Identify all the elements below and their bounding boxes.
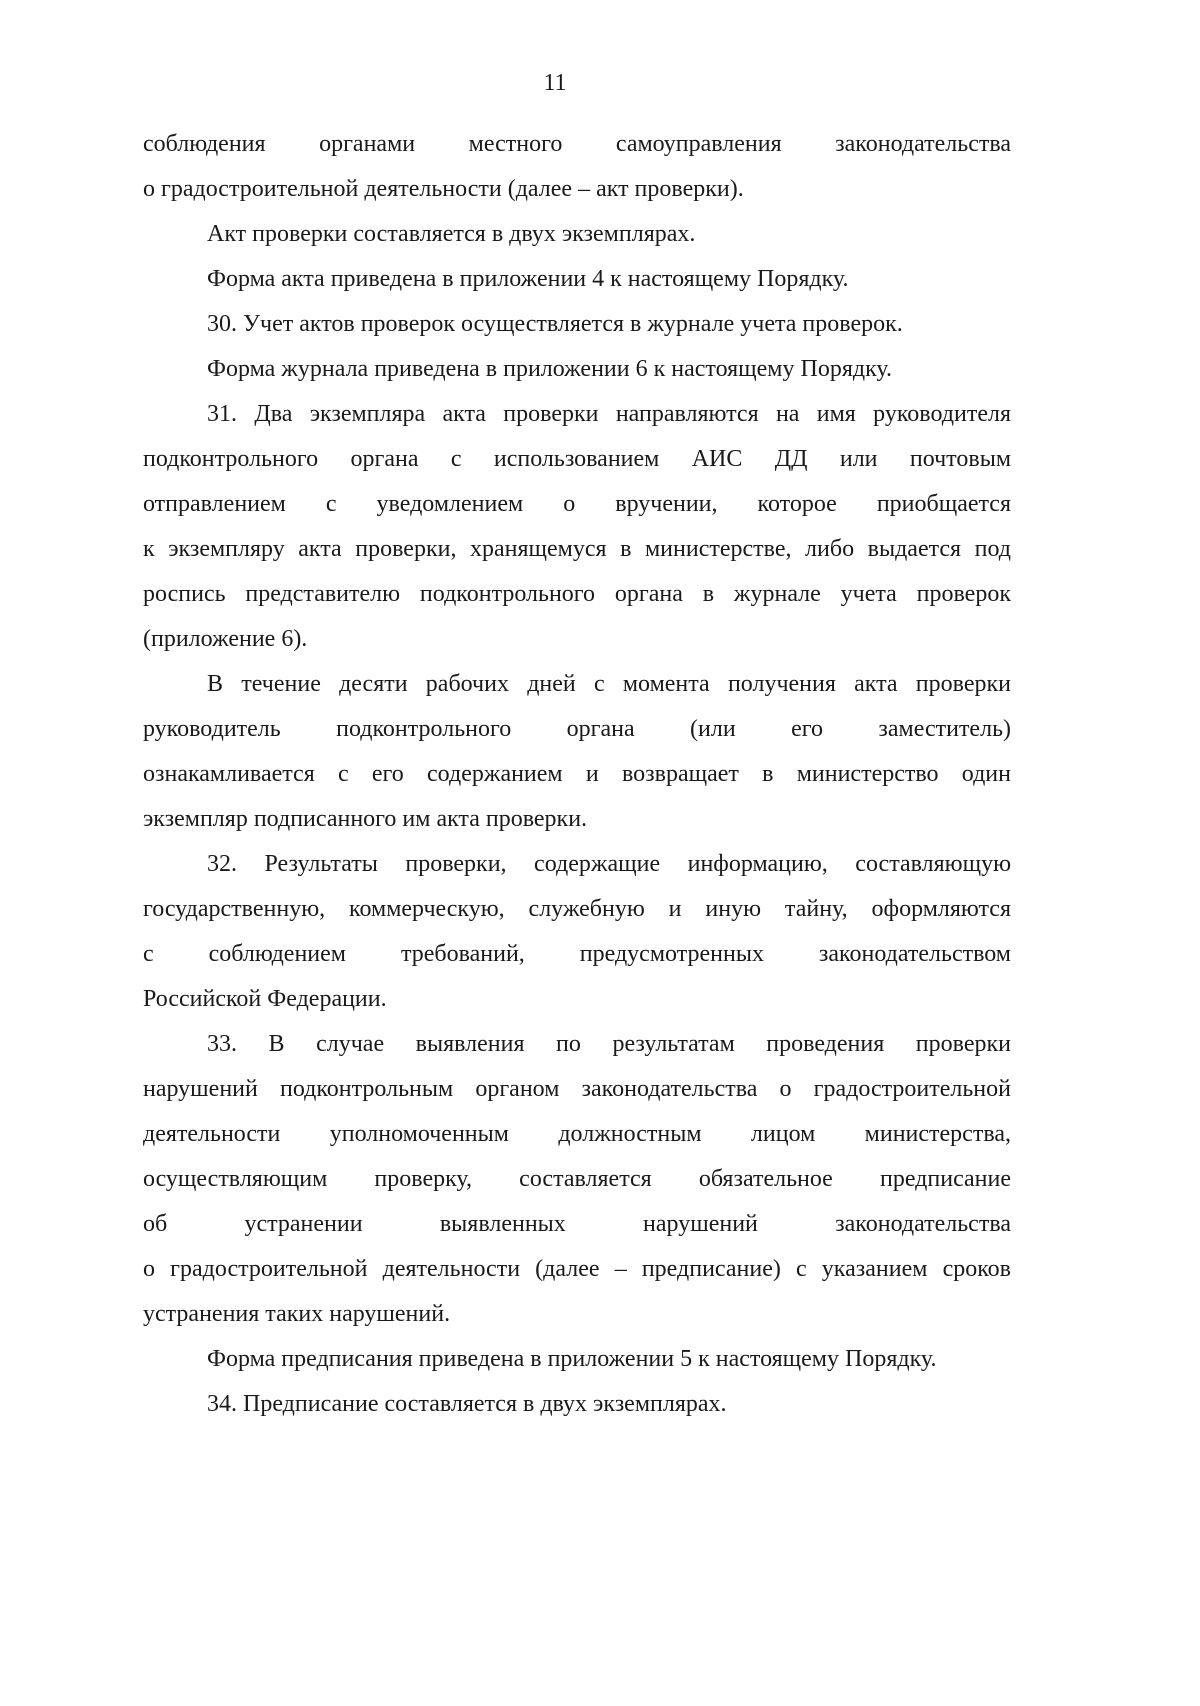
page-number: 11 [543, 70, 567, 96]
text-line: с соблюдением требований, предусмотренных законодательством [143, 941, 1011, 967]
text-line: Российской Федерации. [143, 986, 387, 1012]
text-line: отправлением с уведомлением о вручении, которое приобщается [143, 491, 1011, 517]
text-line: 34. Предписание составляется в двух экземплярах. [207, 1391, 727, 1417]
text-line: Форма предписания приведена в приложении 5 к настоящему Порядку. [207, 1346, 937, 1372]
text-line: 31. Два экземпляра акта проверки направляются на имя руководителя [207, 401, 1011, 427]
text-line: осуществляющим проверку, составляется обязательное предписание [143, 1166, 1011, 1192]
text-line: государственную, коммерческую, служебную и иную тайну, оформляются [143, 896, 1011, 922]
text-line: роспись представителю подконтрольного органа в журнале учета проверок [143, 581, 1011, 607]
text-line: устранения таких нарушений. [143, 1301, 451, 1327]
text-line: Форма журнала приведена в приложении 6 к настоящему Порядку. [207, 356, 892, 382]
text-line: о градостроительной деятельности (далее – предписание) с указанием сроков [143, 1256, 1011, 1282]
text-line: деятельности уполномоченным должностным лицом министерства, [143, 1121, 1011, 1147]
body-text [143, 122, 1011, 1427]
text-line: экземпляр подписанного им акта проверки. [143, 806, 588, 832]
text-line: об устранении выявленных нарушений законодательства [143, 1211, 1011, 1237]
text-line: Форма акта приведена в приложении 4 к настоящему Порядку. [207, 266, 849, 292]
text-line: о градостроительной деятельности (далее – акт проверки). [143, 176, 744, 202]
text-line: 30. Учет актов проверок осуществляется в журнале учета проверок. [207, 311, 903, 337]
text-line: 33. В случае выявления по результатам проведения проверки [207, 1031, 1011, 1057]
text-line: нарушений подконтрольным органом законодательства о градостроительной [143, 1076, 1011, 1102]
text-line: соблюдения органами местного самоуправления законодательства [143, 131, 1011, 157]
text-line: 32. Результаты проверки, содержащие информацию, составляющую [207, 851, 1011, 877]
text-line: Акт проверки составляется в двух экземплярах. [207, 221, 696, 247]
text-line: В течение десяти рабочих дней с момента получения акта проверки [207, 671, 1011, 697]
text-line: подконтрольного органа с использованием АИС ДД или почтовым [143, 446, 1011, 472]
text-line: ознакамливается с его содержанием и возвращает в министерство один [143, 761, 1011, 787]
text-line: к экземпляру акта проверки, хранящемуся в министерстве, либо выдается под [143, 536, 1011, 562]
text-line: руководитель подконтрольного органа (или его заместитель) [143, 716, 1011, 742]
text-line: (приложение 6). [143, 626, 308, 652]
